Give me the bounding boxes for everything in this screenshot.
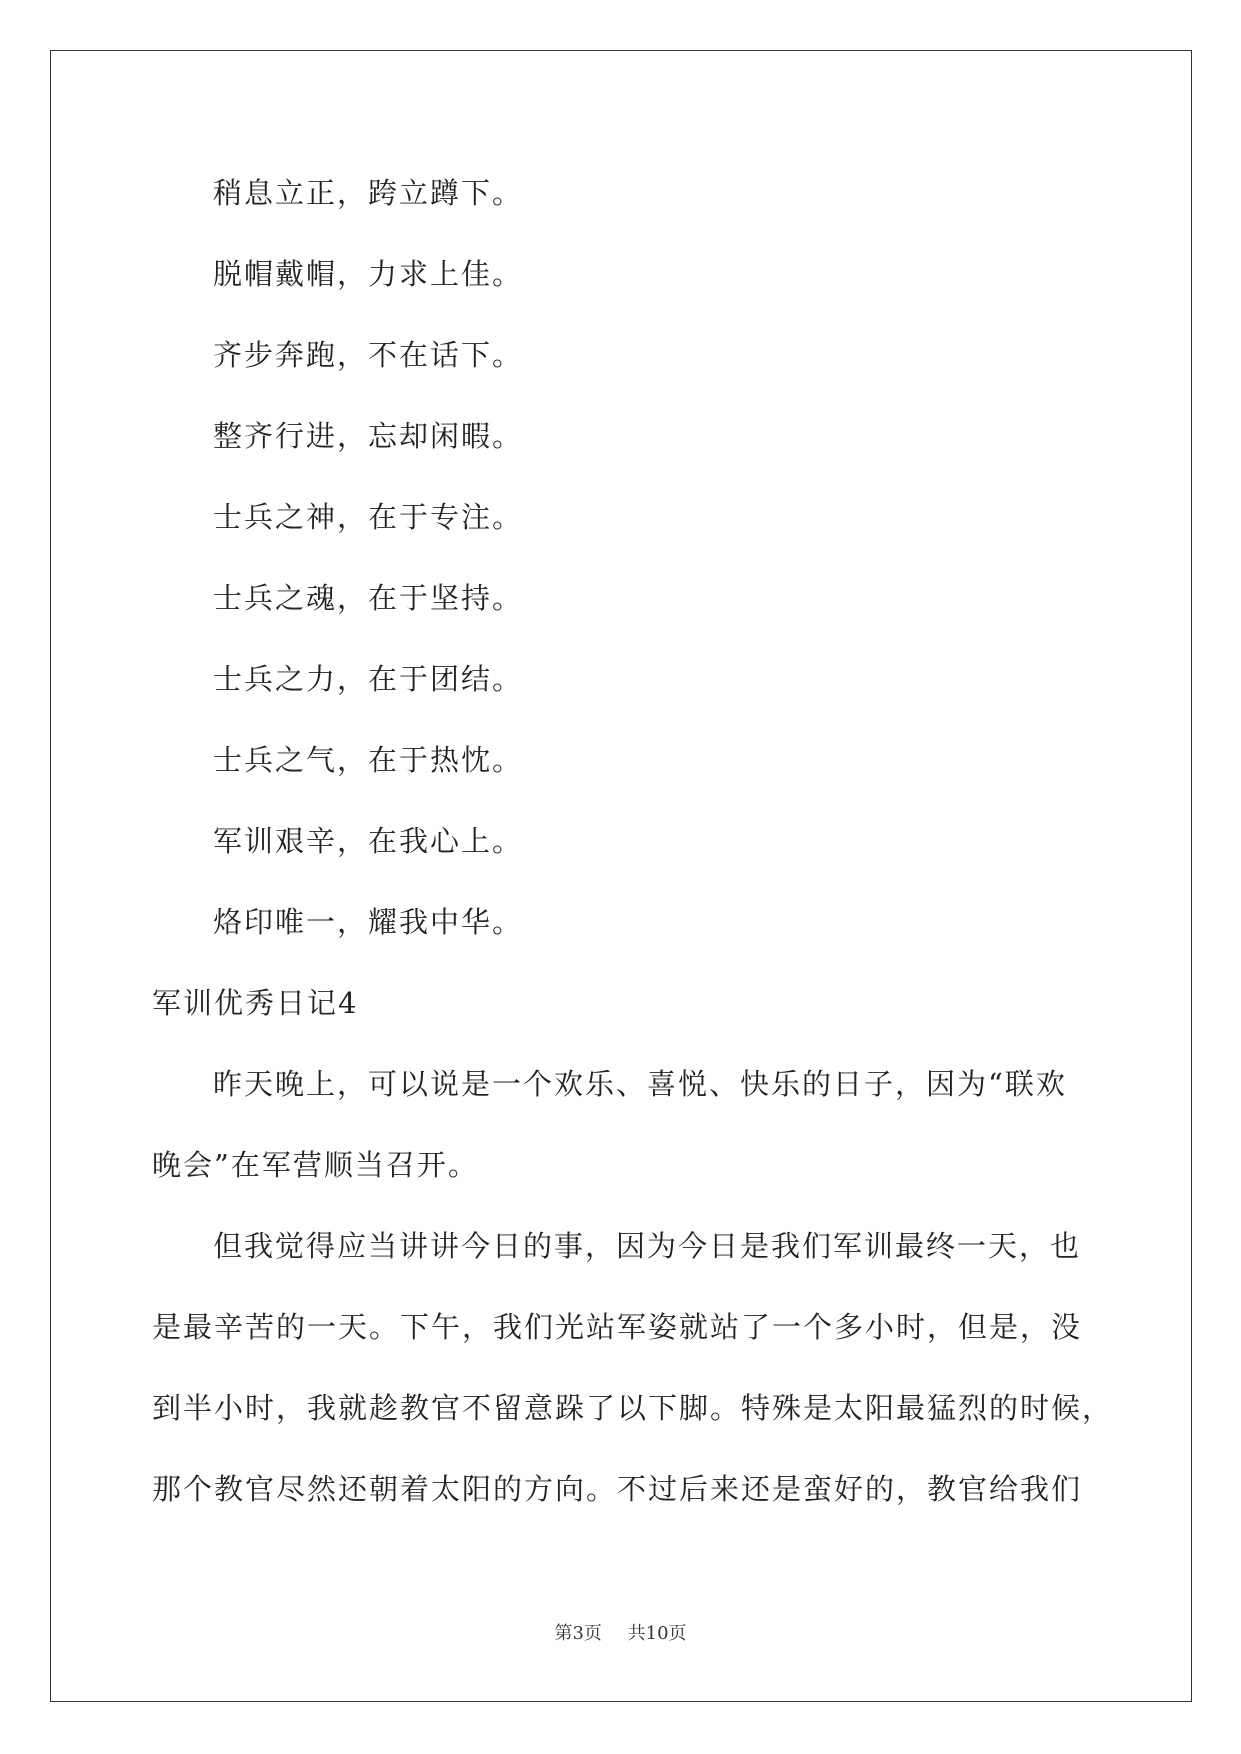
paragraph-line: 晚会”在军营顺当召开。 [152,1148,479,1182]
poem-line: 士兵之力，在于团结。 [213,662,524,696]
poem-line: 士兵之魂，在于坚持。 [213,581,524,615]
section-title: 军训优秀日记4 [152,986,359,1020]
poem-line: 齐步奔跑，不在话下。 [213,338,524,372]
paragraph-line: 但我觉得应当讲讲今日的事，因为今日是我们军训最终一天，也 [213,1229,1082,1263]
poem-line: 脱帽戴帽，力求上佳。 [213,257,524,291]
page-number: 第3页 [554,1623,602,1644]
poem-line: 士兵之神，在于专注。 [213,500,524,534]
page-footer [0,1622,1241,1646]
paragraph-line: 那个教官尽然还朝着太阳的方向。不过后来还是蛮好的，教官给我们 [152,1472,1083,1506]
page-border [50,50,1192,1702]
paragraph-line: 昨天晚上，可以说是一个欢乐、喜悦、快乐的日子，因为“联欢 [213,1067,1067,1101]
poem-line: 士兵之气，在于热忱。 [213,743,524,777]
poem-line: 稍息立正，跨立蹲下。 [213,176,524,210]
poem-line: 军训艰辛，在我心上。 [213,824,524,858]
paragraph-line: 到半小时，我就趁教官不留意跺了以下脚。特殊是太阳最猛烈的时候， [152,1391,1114,1425]
poem-line: 整齐行进，忘却闲暇。 [213,419,524,453]
poem-line: 烙印唯一，耀我中华。 [213,905,524,939]
paragraph-line: 是最辛苦的一天。下午，我们光站军姿就站了一个多小时，但是，没 [152,1310,1083,1344]
page-total: 共10页 [627,1623,687,1644]
